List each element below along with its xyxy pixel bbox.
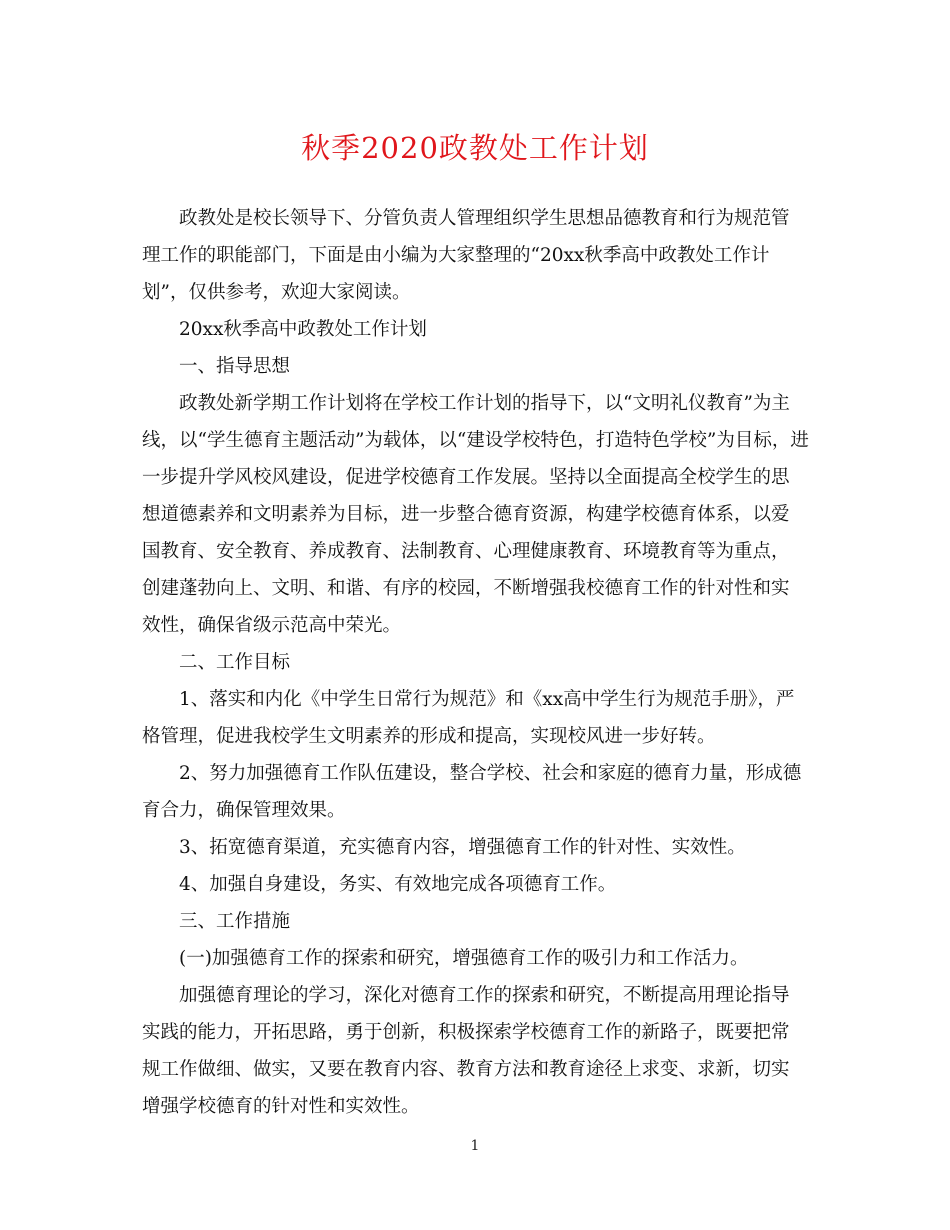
body-line: 二、工作目标 [179,652,291,673]
body-line: 一、指导思想 [179,356,291,377]
body-line: 政教处新学期工作计划将在学校工作计划的指导下，以“文明礼仪教育”为主 [179,393,790,414]
body-line: 3、拓宽德育渠道，充实德育内容，增强德育工作的针对性、实效性。 [179,837,746,858]
body-line: 实践的能力，开拓思路，勇于创新，积极探索学校德育工作的新路子，既要把常 [142,1022,790,1043]
body-line: 育合力，确保管理效果。 [142,800,346,821]
body-line: 国教育、安全教育、养成教育、法制教育、心理健康教育、环境教育等为重点， [142,541,790,562]
body-line: 效性，确保省级示范高中荣光。 [142,615,402,636]
body-line: 格管理，促进我校学生文明素养的形成和提高，实现校风进一步好转。 [142,726,716,747]
body-line: 线，以“学生德育主题活动”为载体，以“建设学校特色，打造特色学校”为目标，进 [142,430,809,451]
page-number: 1 [470,1138,480,1154]
body-line: 加强德育理论的学习，深化对德育工作的探索和研究，不断提高用理论指导 [179,985,790,1006]
body-line: 2、努力加强德育工作队伍建设，整合学校、社会和家庭的德育力量，形成德 [179,763,802,784]
body-line: 一步提升学风校风建设，促进学校德育工作发展。坚持以全面提高全校学生的思 [142,467,790,488]
body-line: (一)加强德育工作的探索和研究，增强德育工作的吸引力和工作活力。 [179,948,749,969]
body-line: 政教处是校长领导下、分管负责人管理组织学生思想品德教育和行为规范管 [179,208,790,229]
body-line: 增强学校德育的针对性和实效性。 [142,1096,420,1117]
body-line: 创建蓬勃向上、文明、和谐、有序的校园，不断增强我校德育工作的针对性和实 [142,578,790,599]
body-line: 划”，仅供参考，欢迎大家阅读。 [142,282,411,303]
body-line: 1、落实和内化《中学生日常行为规范》和《xx高中学生行为规范手册》，严 [179,689,795,710]
body-line: 三、工作措施 [179,911,291,932]
document-body [142,200,808,1125]
body-line: 想道德素养和文明素养为目标，进一步整合德育资源，构建学校德育体系，以爱 [142,504,790,525]
document-title: 秋季2020政教处工作计划 [301,131,649,165]
body-line: 规工作做细、做实，又要在教育内容、教育方法和教育途径上求变、求新，切实 [142,1059,790,1080]
body-line: 20xx秋季高中政教处工作计划 [179,319,427,340]
body-line: 4、加强自身建设，务实、有效地完成各项德育工作。 [179,874,617,895]
body-line: 理工作的职能部门，下面是由小编为大家整理的“20xx秋季高中政教处工作计 [142,245,770,266]
